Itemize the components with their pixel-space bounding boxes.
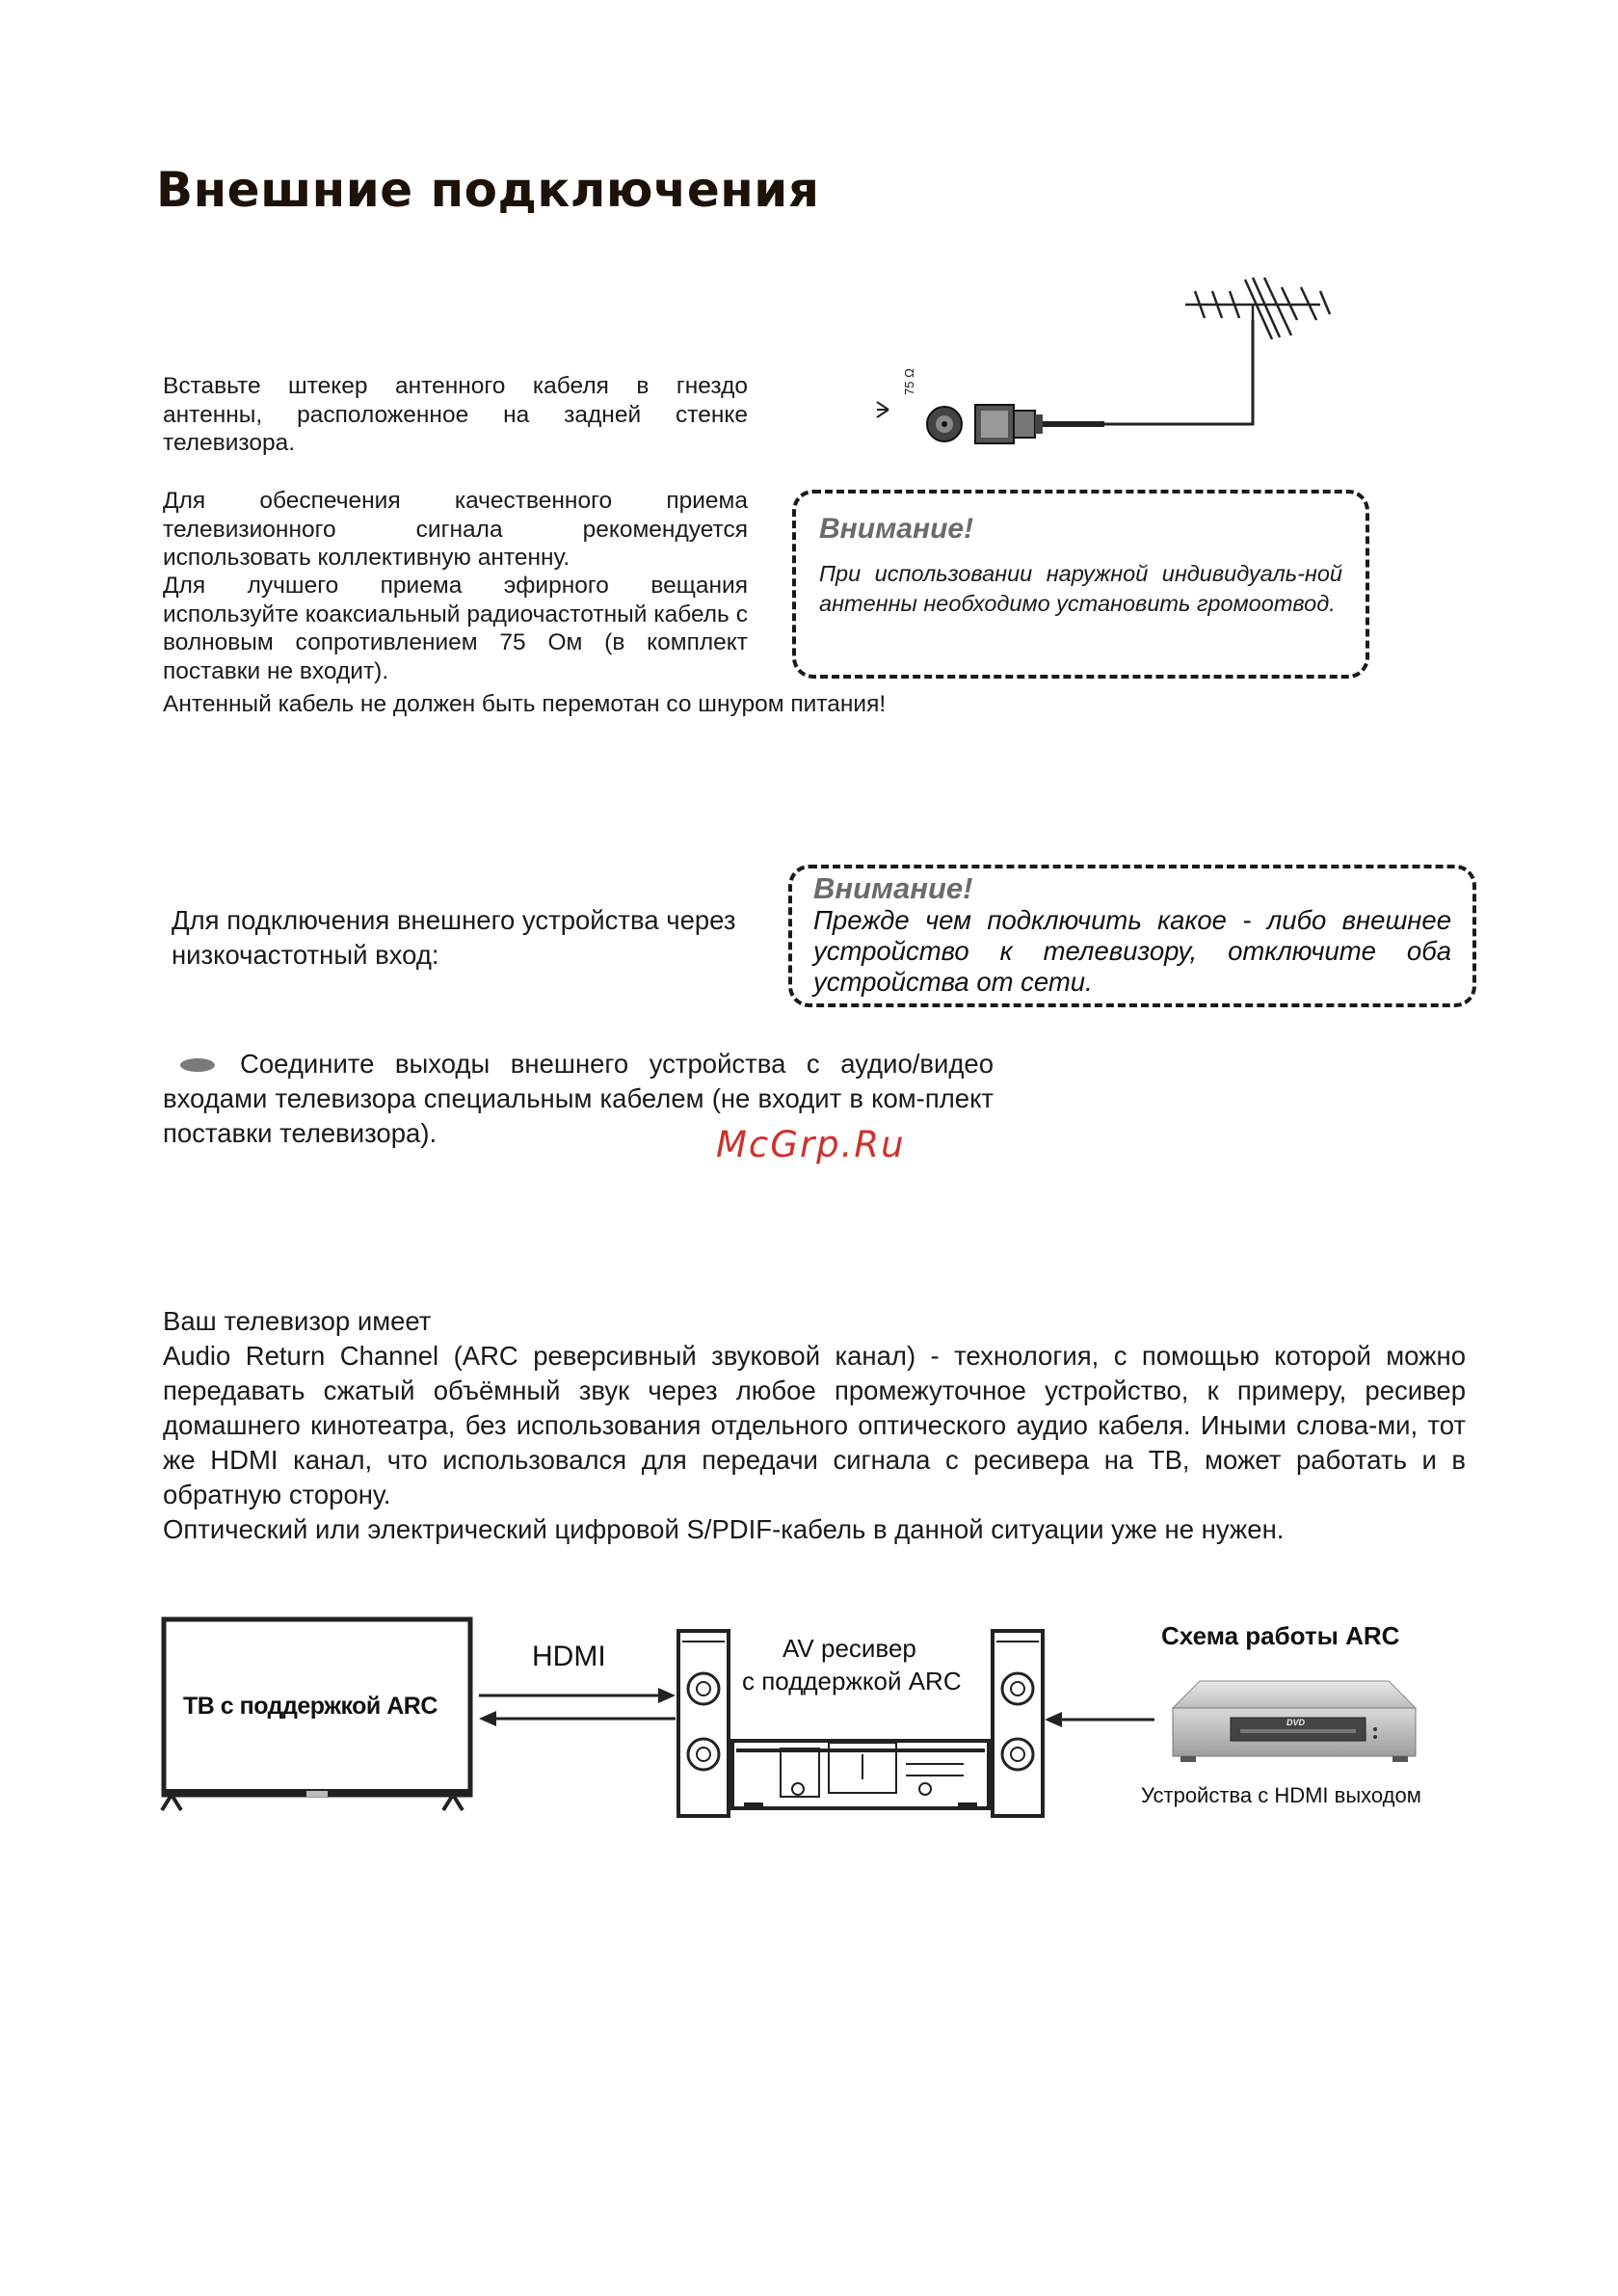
receiver-label-1: AV ресивер bbox=[782, 1634, 916, 1663]
arc-paragraph-2: Оптический или электрический цифровой S/PDIF-кабель в данной ситуации уже не нужен. bbox=[163, 1514, 1285, 1544]
socket-impedance-label: 75 Ω bbox=[902, 368, 916, 395]
antenna-paragraph-4: Антенный кабель не должен быть перемотан со шнуром питания! bbox=[163, 691, 887, 717]
arc-diagram bbox=[154, 1600, 1484, 1831]
scheme-title: Схема работы ARC bbox=[1161, 1621, 1400, 1650]
dvd-logo: DVD bbox=[1286, 1718, 1306, 1727]
hdmi-label: HDMI bbox=[532, 1641, 606, 1672]
hdmi-arrows bbox=[477, 1682, 679, 1740]
antenna-warning-title: Внимание! bbox=[819, 513, 974, 545]
arc-paragraph-1: Audio Return Channel (ARC реверсивный звуковой канал) - технология, с помощью которой можно передавать сжатый объёмный звук через любое промежуточное устройство, к примеру, ресивер домашнего кинотеатра, без использования отдельного оптического аудио кабеля. Иными слова-ми, тот же HDMI канал, что использовался для передачи сигнала с ресивера на ТВ, может работать и в обратную сторону. bbox=[163, 1341, 1466, 1509]
antenna-mast-icon bbox=[1185, 278, 1330, 339]
lowfreq-warning-box bbox=[788, 865, 1476, 1007]
device-to-receiver-arrow bbox=[1041, 1706, 1156, 1735]
tv-label: ТВ с поддержкой ARC bbox=[183, 1693, 438, 1720]
receiver-label-2: с поддержкой ARC bbox=[742, 1667, 962, 1695]
antenna-warning-text: При использовании наружной индивидуаль-ной антенны необходимо установить громоотвод. bbox=[819, 561, 1342, 616]
lowfreq-warning-text: Прежде чем подключить какое - либо внешнее устройство к телевизору, отключите оба устройства от сети. bbox=[813, 905, 1451, 997]
lowfreq-step: Соедините выходы внешнего устройства с аудио/видео входами телевизора специальным кабелем (не входит в ком-плект поставки телевизора). bbox=[163, 1049, 994, 1148]
antenna-paragraph-1: Вставьте штекер антенного кабеля в гнездо антенны, расположенное на задней стенке телевизора. bbox=[163, 373, 748, 456]
lowfreq-warning-title: Внимание! bbox=[813, 871, 973, 905]
antenna-warning-box bbox=[792, 490, 1369, 679]
antenna-paragraph-2: Для обеспечения качественного приема телевизионного сигнала рекомендуется использовать коллективную антенну. bbox=[163, 488, 748, 571]
antenna-plug-icon bbox=[975, 405, 1104, 443]
watermark: McGrp.Ru bbox=[716, 1124, 906, 1165]
page-title: Внешние подключения bbox=[156, 162, 820, 218]
device-label: Устройства с HDMI выходом bbox=[1141, 1783, 1421, 1807]
antenna-illustration bbox=[867, 270, 1368, 453]
antenna-paragraph-3: Для лучшего приема эфирного вещания используйте коаксиальный радиочастотный кабель с волновым сопротивлением 75 Ом (в комплект поставки не входит). bbox=[163, 573, 748, 684]
arc-intro: Ваш телевизор имеет bbox=[163, 1306, 432, 1336]
antenna-symbol-icon bbox=[877, 402, 889, 417]
lowfreq-intro: Для подключения внешнего устройства через низкочастотный вход: bbox=[172, 905, 736, 970]
